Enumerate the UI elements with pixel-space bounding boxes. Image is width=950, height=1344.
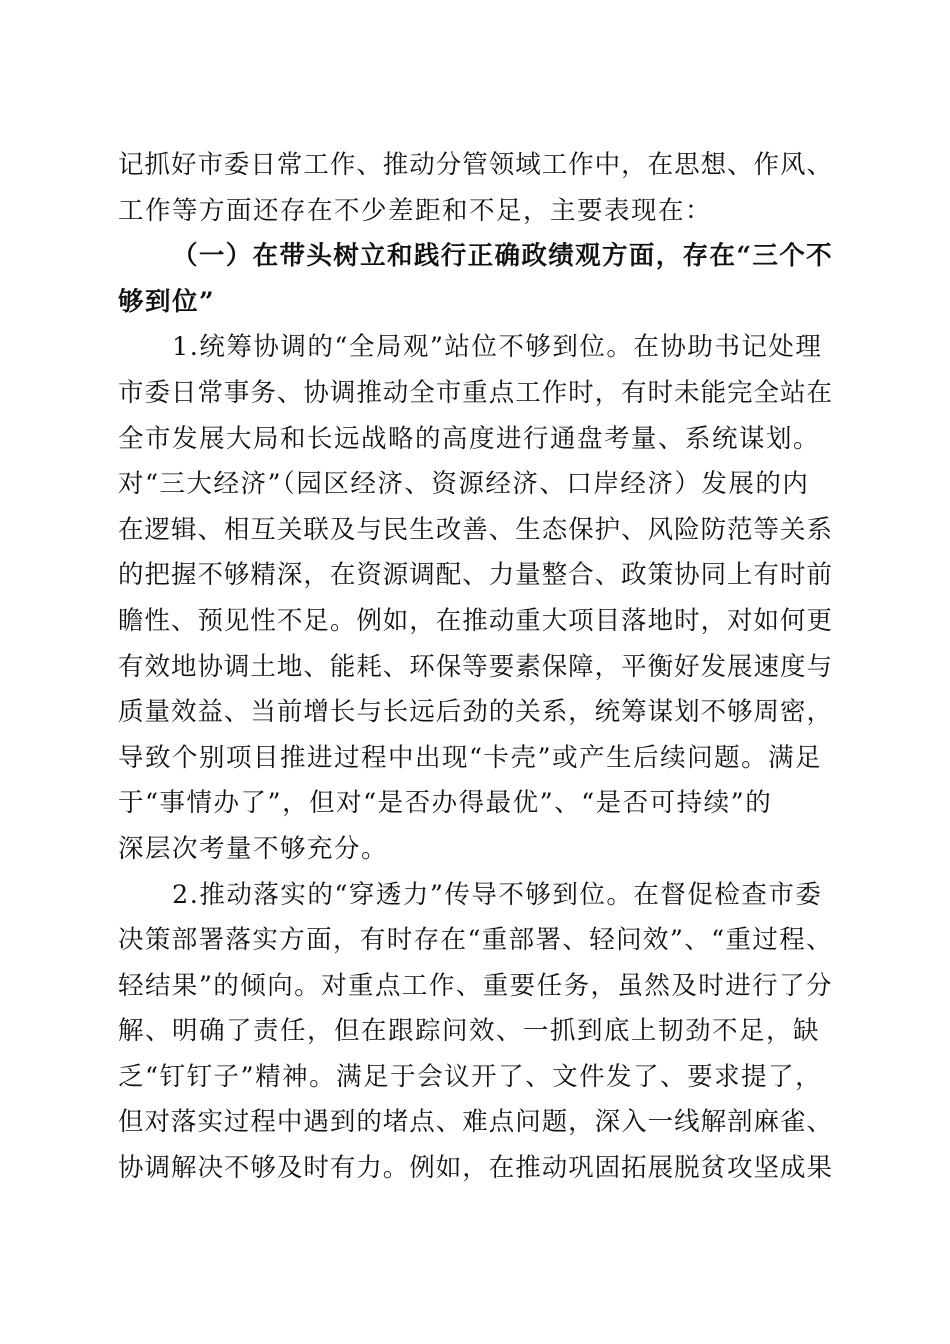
text-line: 乏“钉钉子”精神。满足于会议开了、文件发了、要求提了， <box>118 1061 823 1092</box>
text-line: 在逻辑、相互关联及与民生改善、生态保护、风险防范等关系 <box>118 514 833 545</box>
text-line: 决策部署落实方面，有时存在“重部署、轻问效”、“重过程、 <box>118 925 833 956</box>
text-line: 对“三大经济”（园区经济、资源经济、口岸经济）发展的内 <box>118 469 810 500</box>
text-line: 全市发展大局和长远战略的高度进行通盘考量、系统谋划。 <box>118 423 821 454</box>
text-line: 导致个别项目推进过程中出现“卡壳”或产生后续问题。满足 <box>118 742 823 773</box>
text-line: 的把握不够精深，在资源调配、力量整合、政策协同上有时前 <box>118 560 833 591</box>
text-line: 工作等方面还存在不少差距和不足，主要表现在： <box>118 195 713 226</box>
text-line: 协调解决不够及时有力。例如，在推动巩固拓展脱贫攻坚成果 <box>118 1153 833 1184</box>
text-line: 记抓好市委日常工作、推动分管领域工作中，在思想、作风、 <box>118 150 833 180</box>
text-line: 瞻性、预见性不足。例如，在推动重大项目落地时，对如何更 <box>118 605 833 636</box>
text-line: 于“事情办了”，但对“是否办得最优”、“是否可持续”的 <box>118 788 773 819</box>
document-body <box>118 143 833 1192</box>
paragraph-2-start: 2.推动落实的“穿透力”传导不够到位。在督促检查市委 <box>172 879 823 910</box>
section-heading-continued: 够到位” <box>118 286 216 317</box>
paragraph-1-start: 1.统筹协调的“全局观”站位不够到位。在协助书记处理 <box>172 332 823 363</box>
section-heading: （一）在带头树立和践行正确政绩观方面，存在“三个不 <box>172 241 833 272</box>
text-line: 但对落实过程中遇到的堵点、难点问题，深入一线解剖麻雀、 <box>118 1107 833 1138</box>
text-line: 质量效益、当前增长与长远后劲的关系，统筹谋划不够周密， <box>118 697 833 728</box>
text-line: 解、明确了责任，但在跟踪问效、一抓到底上韧劲不足，缺 <box>118 1016 821 1047</box>
text-line: 有效地协调土地、能耗、环保等要素保障，平衡好发展速度与 <box>118 651 833 682</box>
text-line: 市委日常事务、协调推动全市重点工作时，有时未能完全站在 <box>118 377 833 408</box>
text-line: 深层次考量不够充分。 <box>118 833 389 864</box>
text-line: 轻结果”的倾向。对重点工作、重要任务，虽然及时进行了分 <box>118 970 833 1001</box>
